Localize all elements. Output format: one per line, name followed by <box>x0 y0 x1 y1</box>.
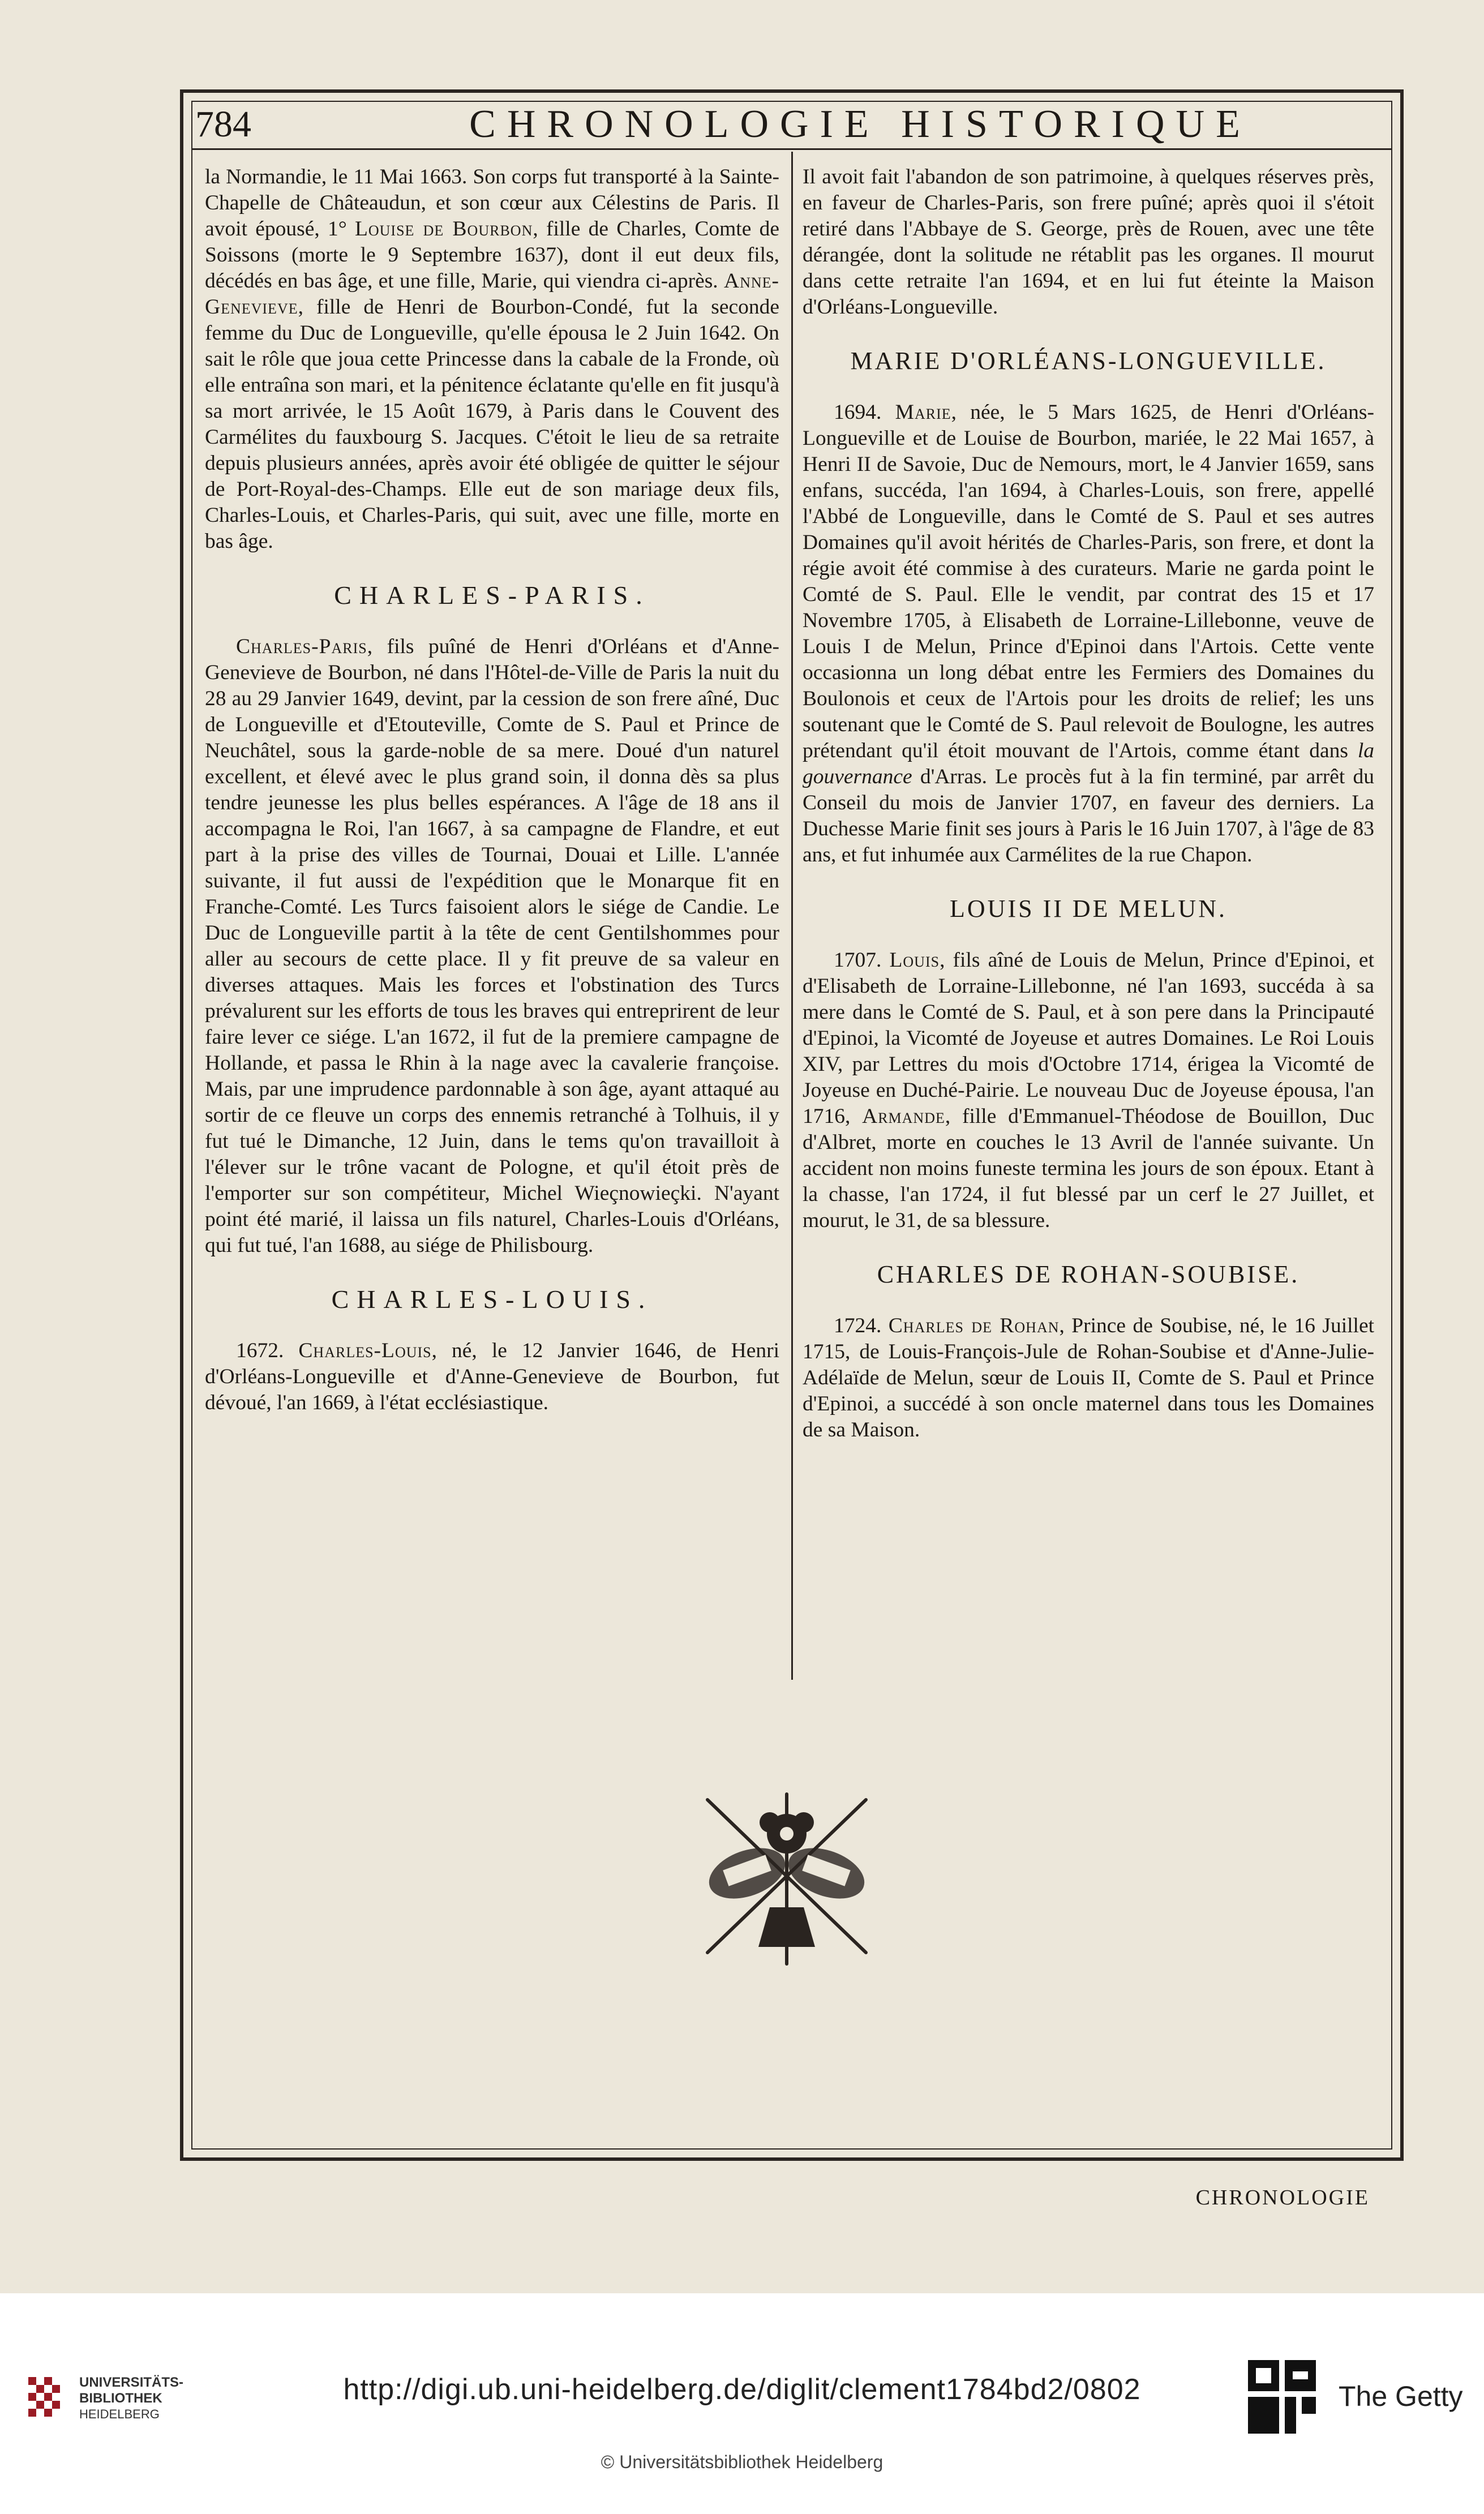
getty-name: The Getty <box>1339 2380 1463 2412</box>
small-caps-name: Charles de Rohan <box>888 1314 1060 1337</box>
left-column <box>205 164 779 1416</box>
right-column <box>803 164 1374 1443</box>
heading-charles-louis: CHARLES-LOUIS. <box>331 1285 653 1314</box>
small-caps-name: Charles-Louis <box>298 1339 432 1362</box>
column-divider <box>791 152 793 1680</box>
text-run: , née, le 5 Mars 1625, de Henri d'Orléans-Longueville et de Louise de Bourbon, mariée, le 22 Mai 1657, à Henri II de Savoie, Duc de Nemours, mort, le 4 Janvier 1659, sans enfans, succéda, l'an 1694, à Charles-Louis, son frere, appellé l'Abbé de Longueville, dans le Comté de S. Paul et ses autres Domaines qu'il avoit hérités de Charles-Paris, son frere, et dont la régie avoit été commise à des curateurs. Marie ne garda point le Comté de S. Paul. Elle le vendit, par contrat des 15 et 17 Novembre 1705, à Elisabeth de Lorraine-Lillebonne, veuve de Louis I de Melun, Prince d'Epinoi dans l'Artois. Cette vente occasionna un long débat entre les Fermiers des Domaines du Boulonois et ceux de l'Artois pour les droits de relief; les uns soutenant que le Comté de S. Paul relevoit de Boulogne, les autres prétendant qu'il étoit mouvant de l'Artois, comme étant dans <box>803 401 1375 762</box>
paragraph-charles-paris <box>205 634 779 1259</box>
small-caps-name: Louise de Bourbon <box>354 217 533 241</box>
copyright-notice: © Universitätsbibliothek Heidelberg <box>601 2452 883 2472</box>
text-run: 1694. <box>834 401 895 424</box>
library-name-line: UNIVERSITÄTS- <box>79 2375 184 2390</box>
paragraph-marie <box>803 400 1374 868</box>
italic-run: la gouvernance <box>803 739 1374 788</box>
text-run: la Normandie, le 11 Mai 1663. Son corps fut transporté à la Sainte-Chapelle de Châteaudun, et son cœur aux Célestins de Paris. Il avoit épousé, 1° <box>205 165 779 241</box>
small-caps-name: Anne-Genevieve <box>205 269 779 319</box>
text-run: , fille d'Emmanuel-Théodose de Bouillon, Duc d'Albret, morte en couches le 13 Avril de l'année suivante. Un accident non moins funeste termina les jours de son époux. Etant à la chasse, l'an 1724, il fut blessé par un cerf le 27 Juillet, et mourut, le 31, de sa blessure. <box>803 1105 1375 1232</box>
catchword: CHRONOLOGIE <box>1195 2186 1370 2210</box>
text-run: 1724. <box>834 1314 889 1337</box>
paragraph-charles-louis <box>205 1338 779 1416</box>
text-run: 1707. <box>834 949 890 972</box>
library-name-line: BIBLIOTHEK <box>79 2391 162 2406</box>
musical-instruments-vignette-icon <box>685 1783 889 1970</box>
text-run: , né, le 12 Janvier 1646, de Henri d'Orléans-Longueville et d'Anne-Genevieve de Bourbon, fut dévoué, l'an 1669, à l'état ecclésiastique. <box>205 1339 780 1414</box>
text-run: , fille de Charles, Comte de Soissons (morte le 9 Septembre 1637), dont il eut deux fils, décédés en bas âge, et une fille, Marie, qui viendra ci-après. <box>205 217 779 293</box>
paragraph-rohan <box>803 1313 1374 1443</box>
heading-rohan: CHARLES DE ROHAN-SOUBISE. <box>877 1260 1300 1288</box>
text-run: , fille de Henri de Bourbon-Condé, fut la seconde femme du Duc de Longueville, qu'elle épousa le 2 Juin 1642. On sait le rôle que joua cette Princesse dans la cabale de la Fronde, où elle entraîna son mari, et la pénitence éclatante qu'elle en fit jusqu'à sa mort arrivée, le 15 Août 1679, à Paris dans le Couvent des Carmélites du fauxbourg S. Jacques. C'étoit le lieu de sa retraite depuis plusieurs années, après avoir été obligée de quitter le séjour de Port-Royal-des-Champs. Elle eut de son mariage deux fils, Charles-Louis, et Charles-Paris, qui suit, avec une fille, morte en bas âge. <box>205 295 779 553</box>
text-run: 1672. <box>236 1339 299 1362</box>
heading-charles-paris: CHARLES-PARIS. <box>334 581 650 610</box>
paragraph-longueville-marriages <box>205 164 779 555</box>
header-rule <box>191 148 1392 150</box>
text-run: , fils aîné de Louis de Melun, Prince d'Epinoi, et d'Elisabeth de Lorraine-Lillebonne, né l'an 1693, succéda à sa mere dans le Comté de S. Paul, et à son pere dans la Principauté d'Epinoi, la Vicomté de Joyeuse et autres Domaines. Le Roi Louis XIV, par Lettres du mois d'Octobre 1714, érigea la Vicomté de Joyeuse en Duché-Pairie. Le nouveau Duc de Joyeuse épousa, l'an 1716, <box>803 949 1374 1128</box>
small-caps-name: Louis <box>889 949 940 972</box>
text-run: , fils puîné de Henri d'Orléans et d'Anne-Genevieve de Bourbon, né dans l'Hôtel-de-Ville de Paris la nuit du 28 au 29 Janvier 1649, devint, par la cession de son frere aîné, Duc de Longueville et d'Etouteville, Comte de S. Paul et Prince de Neuchâtel, sous la garde-noble de sa mere. Doué d'un naturel excellent, et élevé avec le plus grand soin, il donna dès sa plus tendre jeunesse les plus belles espérances. A l'âge de 18 ans il accompagna le Roi, l'an 1667, à sa campagne de Flandre, et eut part à la prise des villes de Tournai, Douai et Lille. L'année suivante, il fut aussi de l'expédition que le Monarque fit en Franche-Comté. Les Turcs faisoient alors le siége de Candie. Le Duc de Longueville partit à la tête de cent Gentilshommes pour aller au secours de cette place. Il y fit preuve de sa valeur en diverses attaques. Mais les forces et l'obstination des Turcs prévalurent sur les efforts de tous les braves qui entreprirent de leur faire lever ce siége. L'an 1672, il fut de la premiere campagne de Hollande, et passa le Rhin à la nage avec la cavalerie françoise. Mais, par une imprudence pardonnable à son âge, ayant attaqué au sortir de ce fleuve un corps des ennemis retranché à Tolhuis, il y fut tué le Dimanche, 12 Juin, dans le tems qu'on travailloit à l'élever sur le trône vacant de Pologne, et qu'il étoit près de l'emporter sur son compétiteur, Michel Wieçnowieçki. N'ayant point été marié, il laissa un fils naturel, Charles-Louis d'Orléans, qui fut tué, l'an 1688, au siége de Philisbourg. <box>205 635 779 1257</box>
small-caps-name: Charles-Paris <box>236 635 367 658</box>
getty-logo-icon <box>1248 2360 1316 2434</box>
paragraph-charles-louis-cont: Il avoit fait l'abandon de son patrimoine, à quelques réserves près, en faveur de Charles-Paris, son frere puîné; après quoi il s'étoit retiré dans l'Abbaye de S. George, près de Rouen, avec une tête dérangée, dont la solitude ne rétablit pas les organes. Il mourut dans cette retraite l'an 1694, et en lui fut éteinte la Maison d'Orléans-Longueville. <box>803 165 1374 319</box>
running-head: CHRONOLOGIE HISTORIQUE <box>469 102 1251 146</box>
paragraph-louis-ii <box>803 947 1374 1234</box>
heading-marie: MARIE D'ORLÉANS-LONGUEVILLE. <box>850 347 1327 375</box>
text-run: , Prince de Soubise, né, le 16 Juillet 1715, de Louis-François-Jule de Rohan-Soubise et d'Anne-Julie-Adélaïde de Melun, sœur de Louis II, Comte de S. Paul et Prince d'Epinoi, a succédé à son oncle maternel dans tous les Domaines de sa Maison. <box>803 1314 1375 1442</box>
small-caps-name: Marie <box>895 401 951 424</box>
heading-louis-ii: LOUIS II DE MELUN. <box>950 895 1227 923</box>
text-run: d'Arras. Le procès fut à la fin terminé, par arrêt du Conseil du mois de Janvier 1707, en faveur des derniers. La Duchesse Marie finit ses jours à Paris le 16 Juin 1707, à l'âge de 83 ans, et fut inhumée aux Carmélites de la rue Chapon. <box>803 765 1374 866</box>
permalink-url[interactable]: http://digi.ub.uni-heidelberg.de/diglit/clement1784bd2/0802 <box>343 2373 1141 2406</box>
page-number: 784 <box>195 104 251 145</box>
library-name-line: HEIDELBERG <box>79 2407 160 2421</box>
small-caps-name: Armande <box>862 1105 945 1128</box>
